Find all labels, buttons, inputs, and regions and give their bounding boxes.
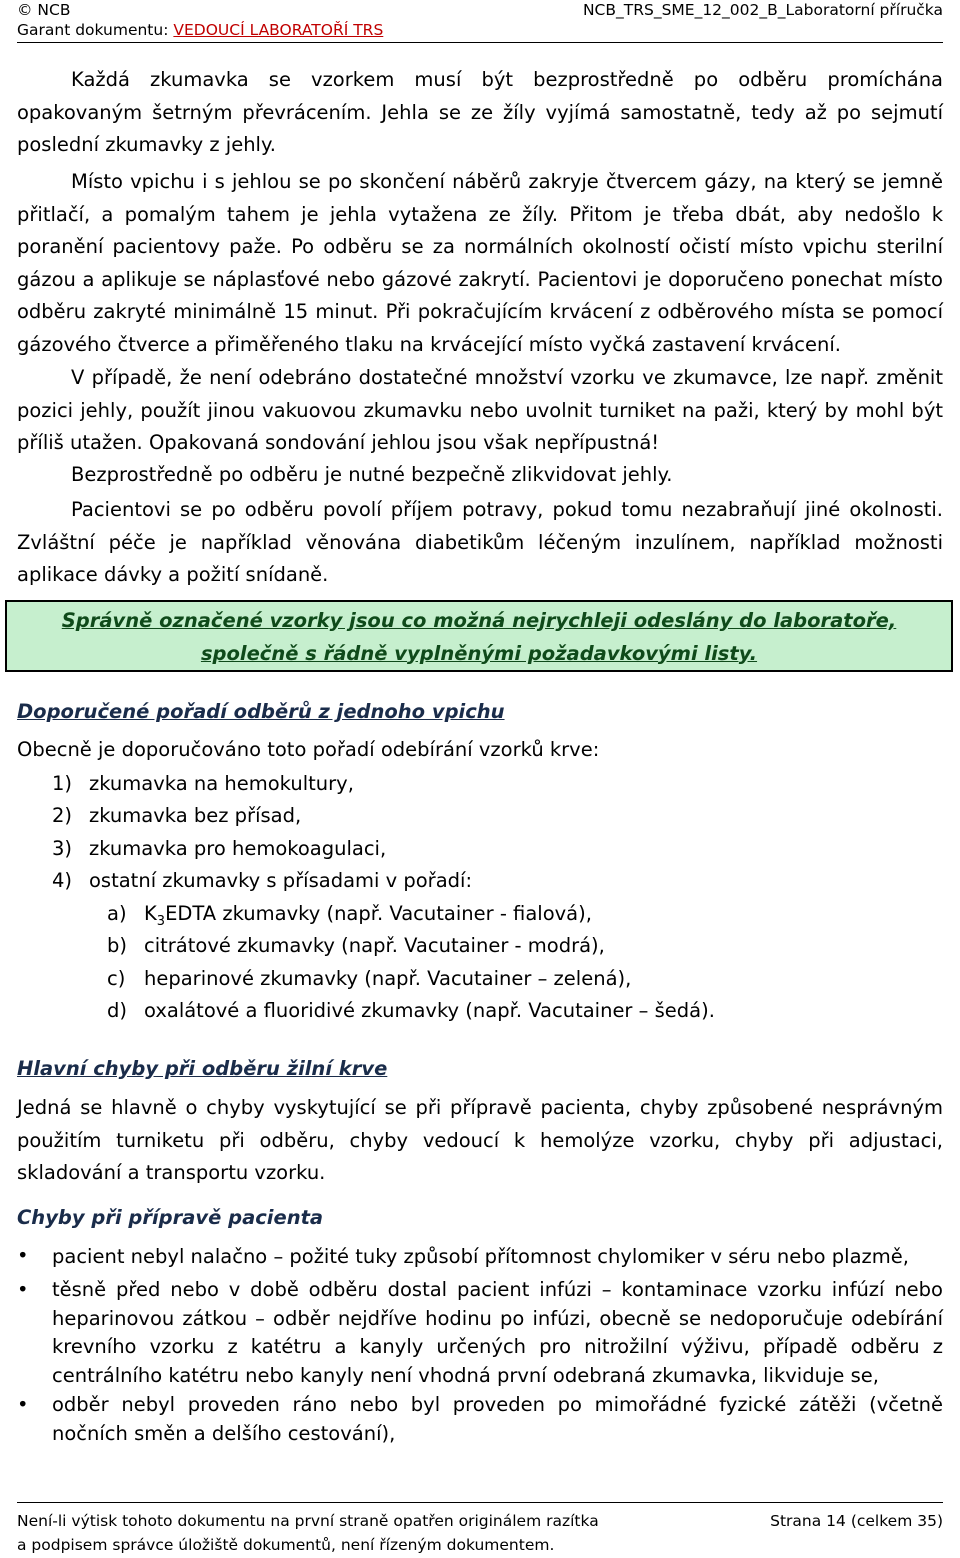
list-item: [52, 865, 472, 898]
list-item-text: zkumavka na hemokultury,: [89, 772, 354, 795]
sublist-item-prefix: K: [144, 902, 157, 925]
list-item-number: 4): [52, 869, 73, 892]
sublist-item-text: heparinové zkumavky (např. Vacutainer – zelená),: [144, 967, 632, 990]
guarantor-value: VEDOUCÍ LABORATOŘÍ TRS: [173, 21, 384, 39]
list-item-text: zkumavka bez přísad,: [89, 804, 302, 827]
guarantor-label: Garant dokumentu:: [17, 21, 169, 39]
document-code: NCB_TRS_SME_12_002_B_Laboratorní příručka: [582, 1, 943, 19]
sublist-item-letter: b): [107, 934, 127, 957]
sublist-item-letter: a): [107, 902, 127, 925]
bullet-icon: •: [17, 1278, 29, 1301]
sublist-item: [107, 995, 715, 1028]
list-item-number: 3): [52, 837, 73, 860]
page-footer: [17, 1502, 943, 1557]
paragraph-needle-removal: Místo vpichu i s jehlou se po skončení náběrů zakryje čtvercem gázy, na který se jemně přitlačí, a pomalým tahem je jehla vytažena ze žíly. Přitom je třeba dbát, aby nedošlo k poranění pacientovy paže. Po odběru se za normálních okolností očistí místo vpichu sterilní gázou a aplikuje se náplasťové nebo gázové zakrytí. Pacientovi je doporučeno ponechat místo odběru zakryté minimálně 15 minut. Při pokračujícím krvácení z odběrového místa se pomocí gázového čtverce a přiměřeného tlaku na krvácející místo vyčká zastavení krvácení.: [17, 170, 943, 356]
callout-line-1: Správně označené vzorky jsou co možná nejrychleji odeslány do laboratoře,: [61, 609, 897, 632]
list-item-text: zkumavka pro hemokoagulaci,: [89, 837, 387, 860]
sublist-item-letter: d): [107, 999, 127, 1022]
list-item-number: 2): [52, 804, 73, 827]
sublist-item-letter: c): [107, 967, 126, 990]
sublist-item: [107, 930, 605, 963]
paragraph-mixing: Každá zkumavka se vzorkem musí být bezprostředně po odběru promíchána opakovaným šetrným převrácením. Jehla se ze žíly vyjímá samostatně, tedy až po sejmutí poslední zkumavky z jehly.: [17, 68, 943, 156]
sublist-item-text: citrátové zkumavky (např. Vacutainer - modrá),: [144, 934, 605, 957]
list-item: [52, 833, 386, 866]
sublist-item-text: EDTA zkumavky (např. Vacutainer - fialová),: [165, 902, 592, 925]
list-item: [52, 800, 301, 833]
sublist-item: [107, 963, 631, 996]
list-item-number: 1): [52, 772, 73, 795]
section-heading-patient-prep: Chyby při přípravě pacienta: [17, 1206, 324, 1229]
callout-line-2: společně s řádně vyplněnými požadavkovými listy.: [200, 641, 758, 665]
bullet-text: těsně před nebo v době odběru dostal pacient infúzi – kontaminace vzorku infúzí nebo heparinovou zátkou – odběr nejdříve hodinu po infúzi, obecně se nedoporučuje odebírání krevního vzorku z katétru a kanyly určených pro nitrožilní výživu, případě odběru z centrálního katétru nebo kanyly není vhodná první odebraná zkumavka, likviduje se,: [52, 1278, 943, 1387]
paragraph-insufficient-sample: V případě, že není odebráno dostatečné množství vzorku ve zkumavce, lze např. změnit pozici jehly, použít jinou vakuovou zkumavku nebo uvolnit turniket na paži, který by mohl být příliš utažen. Opakovaná sondování jehlou jsou však nepřípustná!: [17, 366, 943, 454]
sublist-item-subscript: 3: [156, 913, 166, 929]
paragraph-needle-disposal: Bezprostředně po odběru je nutné bezpečně zlikvidovat jehly.: [71, 463, 673, 486]
footer-disclaimer-line-2: a podpisem správce úložiště dokumentů, není řízeným dokumentem.: [17, 1536, 555, 1554]
list-item-text: ostatní zkumavky s přísadami v pořadí:: [89, 869, 473, 892]
sublist-item-text: oxalátové a fluoridivé zkumavky (např. Vacutainer – šedá).: [144, 999, 715, 1022]
paragraph-food-intake: Pacientovi se po odběru povolí příjem potravy, pokud tomu nezabraňují jiné okolnosti. Zvláštní péče je například věnována diabetikům léčeným inzulínem, například možnosti aplikace dávky a požití snídaně.: [17, 498, 943, 586]
footer-disclaimer-line-1: Není-li výtisk tohoto dokumentu na první straně opatřen originálem razítka: [17, 1512, 599, 1530]
page-header: [17, 0, 943, 43]
bullet-icon: •: [17, 1393, 29, 1416]
bullet-text: pacient nebyl nalačno – požité tuky způsobí přítomnost chylomiker v séru nebo plazmě,: [52, 1245, 909, 1268]
order-intro: Obecně je doporučováno toto pořadí odebírání vzorků krve:: [17, 738, 600, 761]
section-heading-order: Doporučené pořadí odběrů z jednoho vpichu: [17, 700, 505, 723]
bullet-icon: •: [17, 1244, 29, 1267]
callout-box: [5, 600, 953, 672]
bullet-text: odběr nebyl proveden ráno nebo byl proveden po mimořádné fyzické zátěži (včetně nočních směn a delšího cestování),: [52, 1393, 943, 1445]
section-heading-errors: Hlavní chyby při odběru žilní krve: [17, 1057, 388, 1080]
guarantor-line: [17, 20, 383, 40]
copyright-text: © NCB: [17, 1, 71, 19]
page-number: Strana 14 (celkem 35): [770, 1512, 943, 1530]
list-item: [52, 768, 354, 801]
errors-description: Jedná se hlavně o chyby vyskytující se při přípravě pacienta, chyby způsobené nesprávným použitím turniketu při odběru, chyby vedoucí k hemolýze vzorku, chyby při adjustaci, skladování a transportu vzorku.: [17, 1096, 943, 1184]
